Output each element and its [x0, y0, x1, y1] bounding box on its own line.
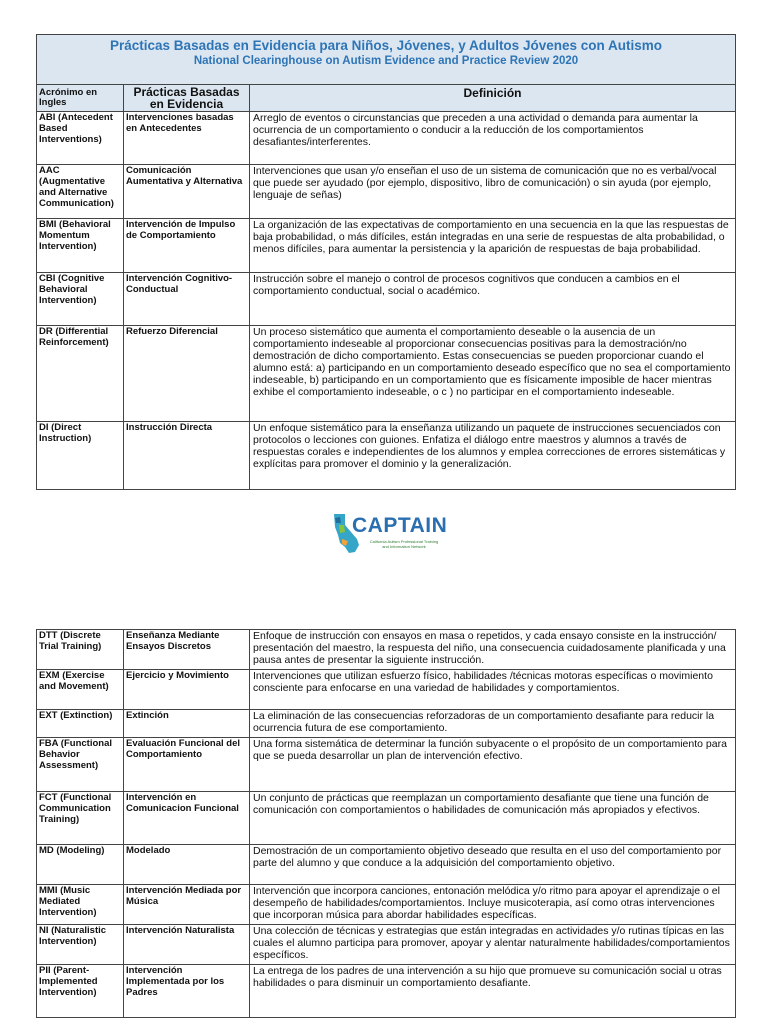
practice-cell: Instrucción Directa: [124, 422, 250, 490]
definition-cell: Intervenciones que utilizan esfuerzo físico, habilidades /técnicas motoras específicas o movimiento consciente para enfocarse en una variedad de habilidades y comportamientos.: [250, 670, 736, 710]
definition-cell: Un proceso sistemático que aumenta el comportamiento deseable o la ausencia de un comportamiento indeseable al proporcionar consecuencias positivas para la demostración/no demostración de dicho comportamiento. Estas consecuencias se pueden proporcionar cuando el alumno está: a) participando en un comportamiento deseado específico que no sea el comportamiento indeseable, b) participando en un comportamiento que es físicamente imposible de hacer mientras exhibe el comportamiento indeseable, o c ) no participar en el comportamiento indeseable.: [250, 326, 736, 422]
definition-cell: La organización de las expectativas de comportamiento en una secuencia en la que las respuestas de baja probabilidad, o más difíciles, están integradas en una serie de respuestas de alta probabilidad, o menos difíciles, para aumentar la persistencia y la aparición de respuestas de baja probabilidad.: [250, 219, 736, 273]
practice-cell: Enseñanza Mediante Ensayos Discretos: [124, 630, 250, 670]
definition-cell: Instrucción sobre el manejo o control de procesos cognitivos que conducen a cambios en el comportamiento conductual, social o académico.: [250, 273, 736, 326]
definition-cell: Arreglo de eventos o circunstancias que preceden a una actividad o demanda para aumentar la ocurrencia de un comportamiento o conducir a la reducción de los comportamientos desafiantes/interferentes.: [250, 112, 736, 165]
definition-cell: Una colección de técnicas y estrategias que están integradas en actividades y/o rutinas típicas en las cuales el alumno participa para promover, apoyar y alentar naturalmente habilidades/comportamientos específicos.: [250, 925, 736, 965]
acronym-cell: ABI (Antecedent Based Interventions): [37, 112, 124, 165]
definition-cell: Una forma sistemática de determinar la función subyacente o el propósito de un comportamiento para que se pueda desarrollar un plan de intervención efectivo.: [250, 738, 736, 792]
logo-tagline: California Autism Professional Training and Information Network: [369, 539, 439, 549]
practice-cell: Intervención Mediada por Música: [124, 885, 250, 925]
acronym-cell: AAC (Augmentative and Alternative Communication): [37, 165, 124, 219]
logo-wordmark: CAPTAIN: [352, 514, 448, 537]
definition-cell: Intervenciones que usan y/o enseñan el uso de un sistema de comunicación que no es verbal/vocal que puede ser ayudado (por ejemplo, dispositivo, libro de comunicación) o sin ayuda (por ejemplo, lenguaje de señas): [250, 165, 736, 219]
table-row: [37, 422, 736, 490]
acronym-cell: EXT (Extinction): [37, 710, 124, 738]
acronym-cell: MD (Modeling): [37, 845, 124, 885]
practice-cell: Ejercicio y Movimiento: [124, 670, 250, 710]
definition-cell: Intervención que incorpora canciones, entonación melódica y/o ritmo para apoyar el aprendizaje o el desempeño de habilidades/comportamientos. Incluye musicoterapia, así como otras intervenciones que incorporan música para abordar habilidades específicas.: [250, 885, 736, 925]
evidence-practices-table-page2: [36, 629, 736, 1018]
definition-cell: Enfoque de instrucción con ensayos en masa o repetidos, y cada ensayo consiste en la instrucción/ presentación del maestro, la respuesta del niño, una consecuencia cuidadosamente planificada y una pausa antes de presentar la siguiente instrucción.: [250, 630, 736, 670]
captain-logo: [330, 512, 448, 558]
acronym-cell: EXM (Exercise and Movement): [37, 670, 124, 710]
acronym-cell: PII (Parent-Implemented Intervention): [37, 965, 124, 1018]
practice-cell: Intervención Cognitivo-Conductual: [124, 273, 250, 326]
table-row: [37, 710, 736, 738]
evidence-practices-table-page1: [36, 34, 736, 490]
table-row: [37, 670, 736, 710]
acronym-cell: BMI (Behavioral Momentum Intervention): [37, 219, 124, 273]
header-practice: Prácticas Basadas en Evidencia: [124, 85, 250, 112]
table-row: [37, 738, 736, 792]
table-row: [37, 965, 736, 1018]
practice-cell: Intervención Naturalista: [124, 925, 250, 965]
table-row: [37, 219, 736, 273]
table-row: [37, 273, 736, 326]
table-row: [37, 326, 736, 422]
table-row: [37, 925, 736, 965]
definition-cell: La eliminación de las consecuencias reforzadoras de un comportamiento desafiante para reducir la ocurrencia futura de ese comportamiento.: [250, 710, 736, 738]
acronym-cell: DTT (Discrete Trial Training): [37, 630, 124, 670]
acronym-cell: DR (Differential Reinforcement): [37, 326, 124, 422]
table-row: [37, 885, 736, 925]
acronym-cell: CBI (Cognitive Behavioral Intervention): [37, 273, 124, 326]
table-row: [37, 792, 736, 845]
table-row: [37, 630, 736, 670]
document-subtitle: National Clearinghouse on Autism Evidence and Practice Review 2020: [193, 55, 579, 67]
practice-cell: Evaluación Funcional del Comportamiento: [124, 738, 250, 792]
practice-cell: Intervención en Comunicacion Funcional: [124, 792, 250, 845]
practice-cell: Comunicación Aumentativa y Alternativa: [124, 165, 250, 219]
practice-cell: Intervención Implementada por los Padres: [124, 965, 250, 1018]
practice-cell: Intervenciones basadas en Antecedentes: [124, 112, 250, 165]
acronym-cell: FCT (Functional Communication Training): [37, 792, 124, 845]
acronym-cell: MMI (Music Mediated Intervention): [37, 885, 124, 925]
acronym-cell: FBA (Functional Behavior Assessment): [37, 738, 124, 792]
table-title-cell: [37, 35, 736, 85]
header-acronym: Acrónimo en Ingles: [37, 85, 124, 112]
acronym-cell: DI (Direct Instruction): [37, 422, 124, 490]
header-definition: Definición: [250, 85, 736, 112]
table-row: [37, 165, 736, 219]
practice-cell: Extinción: [124, 710, 250, 738]
table-row: [37, 845, 736, 885]
definition-cell: Demostración de un comportamiento objetivo deseado que resulta en el uso del comportamiento por parte del alumno y que conduce a la adquisición del comportamiento objetivo.: [250, 845, 736, 885]
definition-cell: Un enfoque sistemático para la enseñanza utilizando un paquete de instrucciones secuenciados con protocolos o lecciones con guiones. Enfatiza el diálogo entre maestros y alumnos a través de respuestas corales e independientes de los alumnos y emplea correcciones de errores sistemáticas y explícitas para promover el dominio y la generalización.: [250, 422, 736, 490]
definition-cell: La entrega de los padres de una intervención a su hijo que promueve su comunicación social u otras habilidades o para disminuir un comportamiento desafiante.: [250, 965, 736, 1018]
practice-cell: Intervención de Impulso de Comportamiento: [124, 219, 250, 273]
document-title: Prácticas Basadas en Evidencia para Niños, Jóvenes, y Adultos Jóvenes con Autismo: [110, 38, 662, 53]
definition-cell: Un conjunto de prácticas que reemplazan un comportamiento desafiante que tiene una función de comunicación con comportamientos o habilidades de comunicación más apropiados y efectivos.: [250, 792, 736, 845]
table-row: [37, 112, 736, 165]
practice-cell: Modelado: [124, 845, 250, 885]
practice-cell: Refuerzo Diferencial: [124, 326, 250, 422]
acronym-cell: NI (Naturalistic Intervention): [37, 925, 124, 965]
